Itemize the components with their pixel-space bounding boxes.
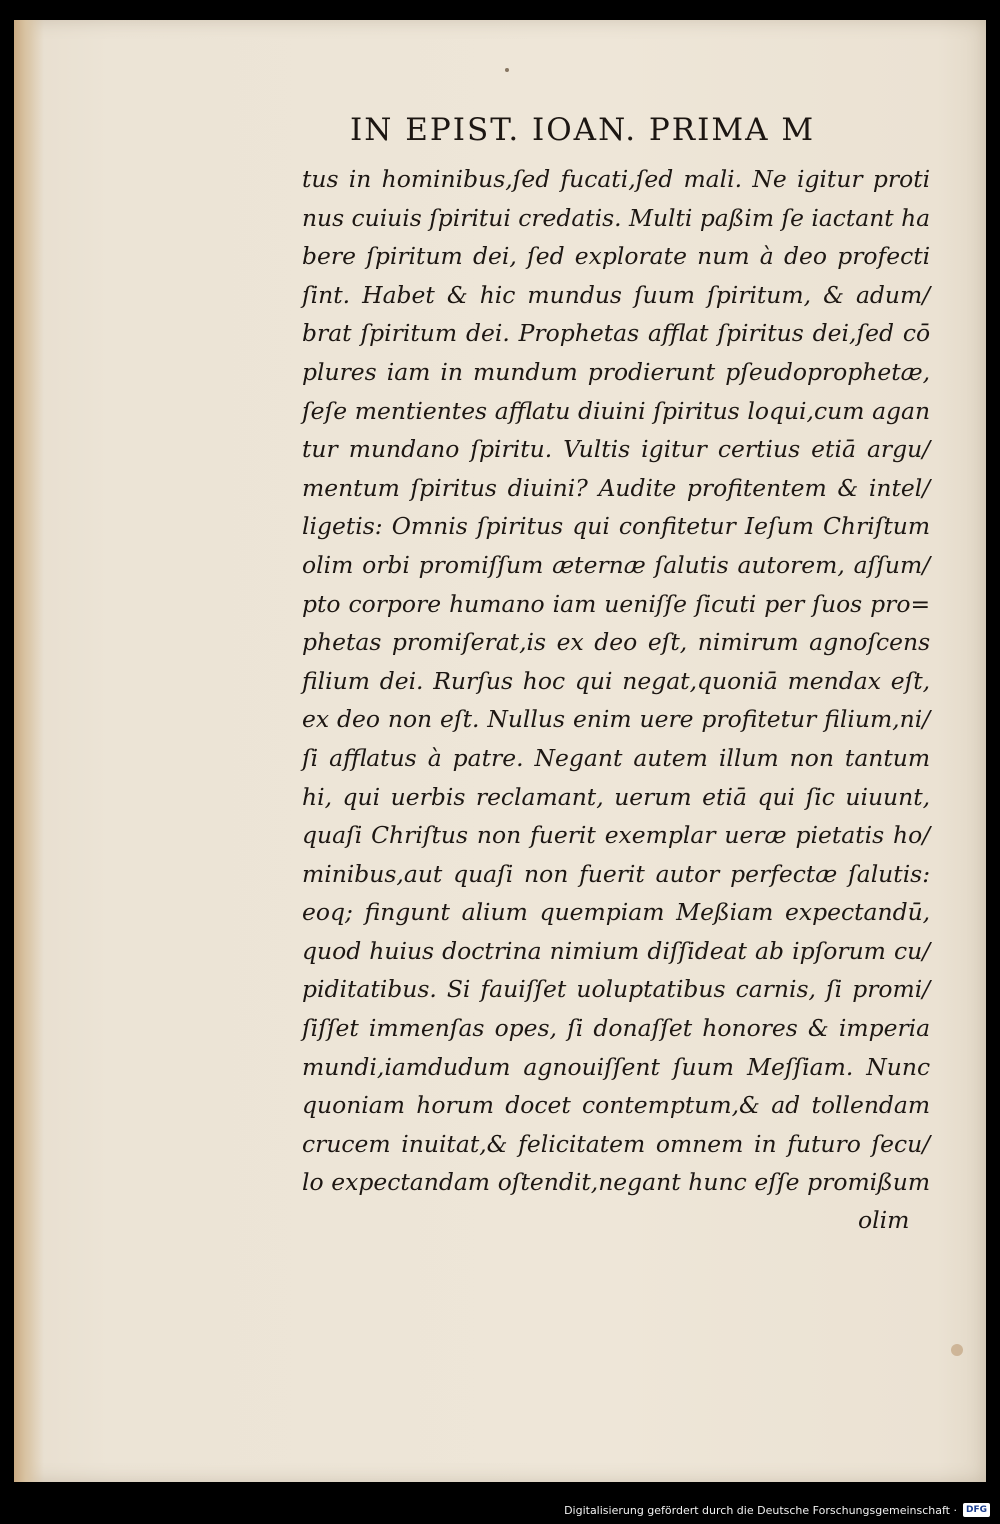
dfg-logo-icon: DFG (963, 1503, 990, 1517)
text-line: tus in hominibus,ſed fucati,ſed mali. Ne igitur proti (302, 165, 931, 193)
text-line: quaſi Chriſtus non fuerit exemplar ueræ pietatis ho/ (302, 821, 931, 850)
page-gutter-shadow (14, 20, 44, 1482)
text-line: piditatibus. Si fauiſſet uoluptatibus carnis, ſi promi/ (302, 975, 931, 1004)
text-line: filium dei. Rurſus hoc qui negat,quoniā mendax eſt, (302, 666, 931, 695)
text-line: plures iam in mundum prodierunt pſeudoprophetæ, (302, 357, 931, 386)
footer-credit-text: Digitalisierung gefördert durch die Deutsche Forschungsgemeinschaft · (564, 1503, 957, 1517)
text-line: nus cuiuis ſpiritui credatis. Multi paßim ſe iactant ha (302, 203, 931, 232)
text-line: crucem inuitat,& felicitatem omnem in futuro ſecu/ (302, 1129, 931, 1158)
text-line: ligetis: Omnis ſpiritus qui confitetur Ieſum Chriſtum (302, 512, 931, 541)
footer-credit (564, 1502, 990, 1518)
paper-stain (951, 1344, 963, 1356)
text-line: hi, qui uerbis reclamant, uerum etiā qui ſic uiuunt, (302, 782, 931, 811)
text-line: ſi afflatus à patre. Negant autem illum non tantum (302, 743, 931, 772)
text-line: ex deo non eſt. Nullus enim uere profitetur filium,ni/ (302, 705, 931, 734)
text-line: mentum ſpiritus diuini? Audite profitentem & intel/ (302, 473, 931, 502)
text-line: tur mundano ſpiritu. Vultis igitur certius etiā argu/ (302, 435, 931, 464)
text-line: pto corpore humano iam ueniſſe ſicuti per ſuos pro= (302, 589, 931, 618)
text-line: quod huius doctrina nimium diſſideat ab ipſorum cu/ (302, 936, 931, 965)
text-line: ſeſe mentientes afflatu diuini ſpiritus loqui,cum agan (302, 396, 931, 425)
paper-stain (505, 68, 509, 72)
text-block (302, 160, 932, 1202)
text-line: bere ſpiritum dei, ſed explorate num à deo profecti (302, 242, 931, 271)
text-line: minibus,aut quaſi non fuerit autor perfectæ ſalutis: (302, 859, 931, 888)
text-line: quoniam horum docet contemptum,& ad tollendam (302, 1091, 931, 1120)
text-line: eoq; fingunt alium quempiam Meßiam expectandū, (302, 898, 931, 927)
text-line: brat ſpiritum dei. Prophetas afflat ſpiritus dei,ſed cō (302, 319, 931, 348)
text-line: lo expectandam oſtendit,negant hunc eſſe promißum (302, 1168, 931, 1197)
text-line: phetas promiſerat,is ex deo eſt, nimirum agnoſcens (302, 628, 931, 657)
text-line: ſint. Habet & hic mundus ſuum ſpiritum, & adum/ (302, 280, 931, 309)
text-line: olim orbi promiſſum æternæ ſalutis autorem, aſſum/ (302, 550, 931, 579)
running-head: IN EPIST. IOAN. PRIMA M (350, 112, 816, 148)
catchword: olim (858, 1206, 910, 1234)
text-line: ſiſſet immenſas opes, ſi donaſſet honores & imperia (302, 1014, 931, 1043)
text-line: mundi,iamdudum agnouiſſent ſuum Meſſiam. Nunc (302, 1052, 931, 1081)
